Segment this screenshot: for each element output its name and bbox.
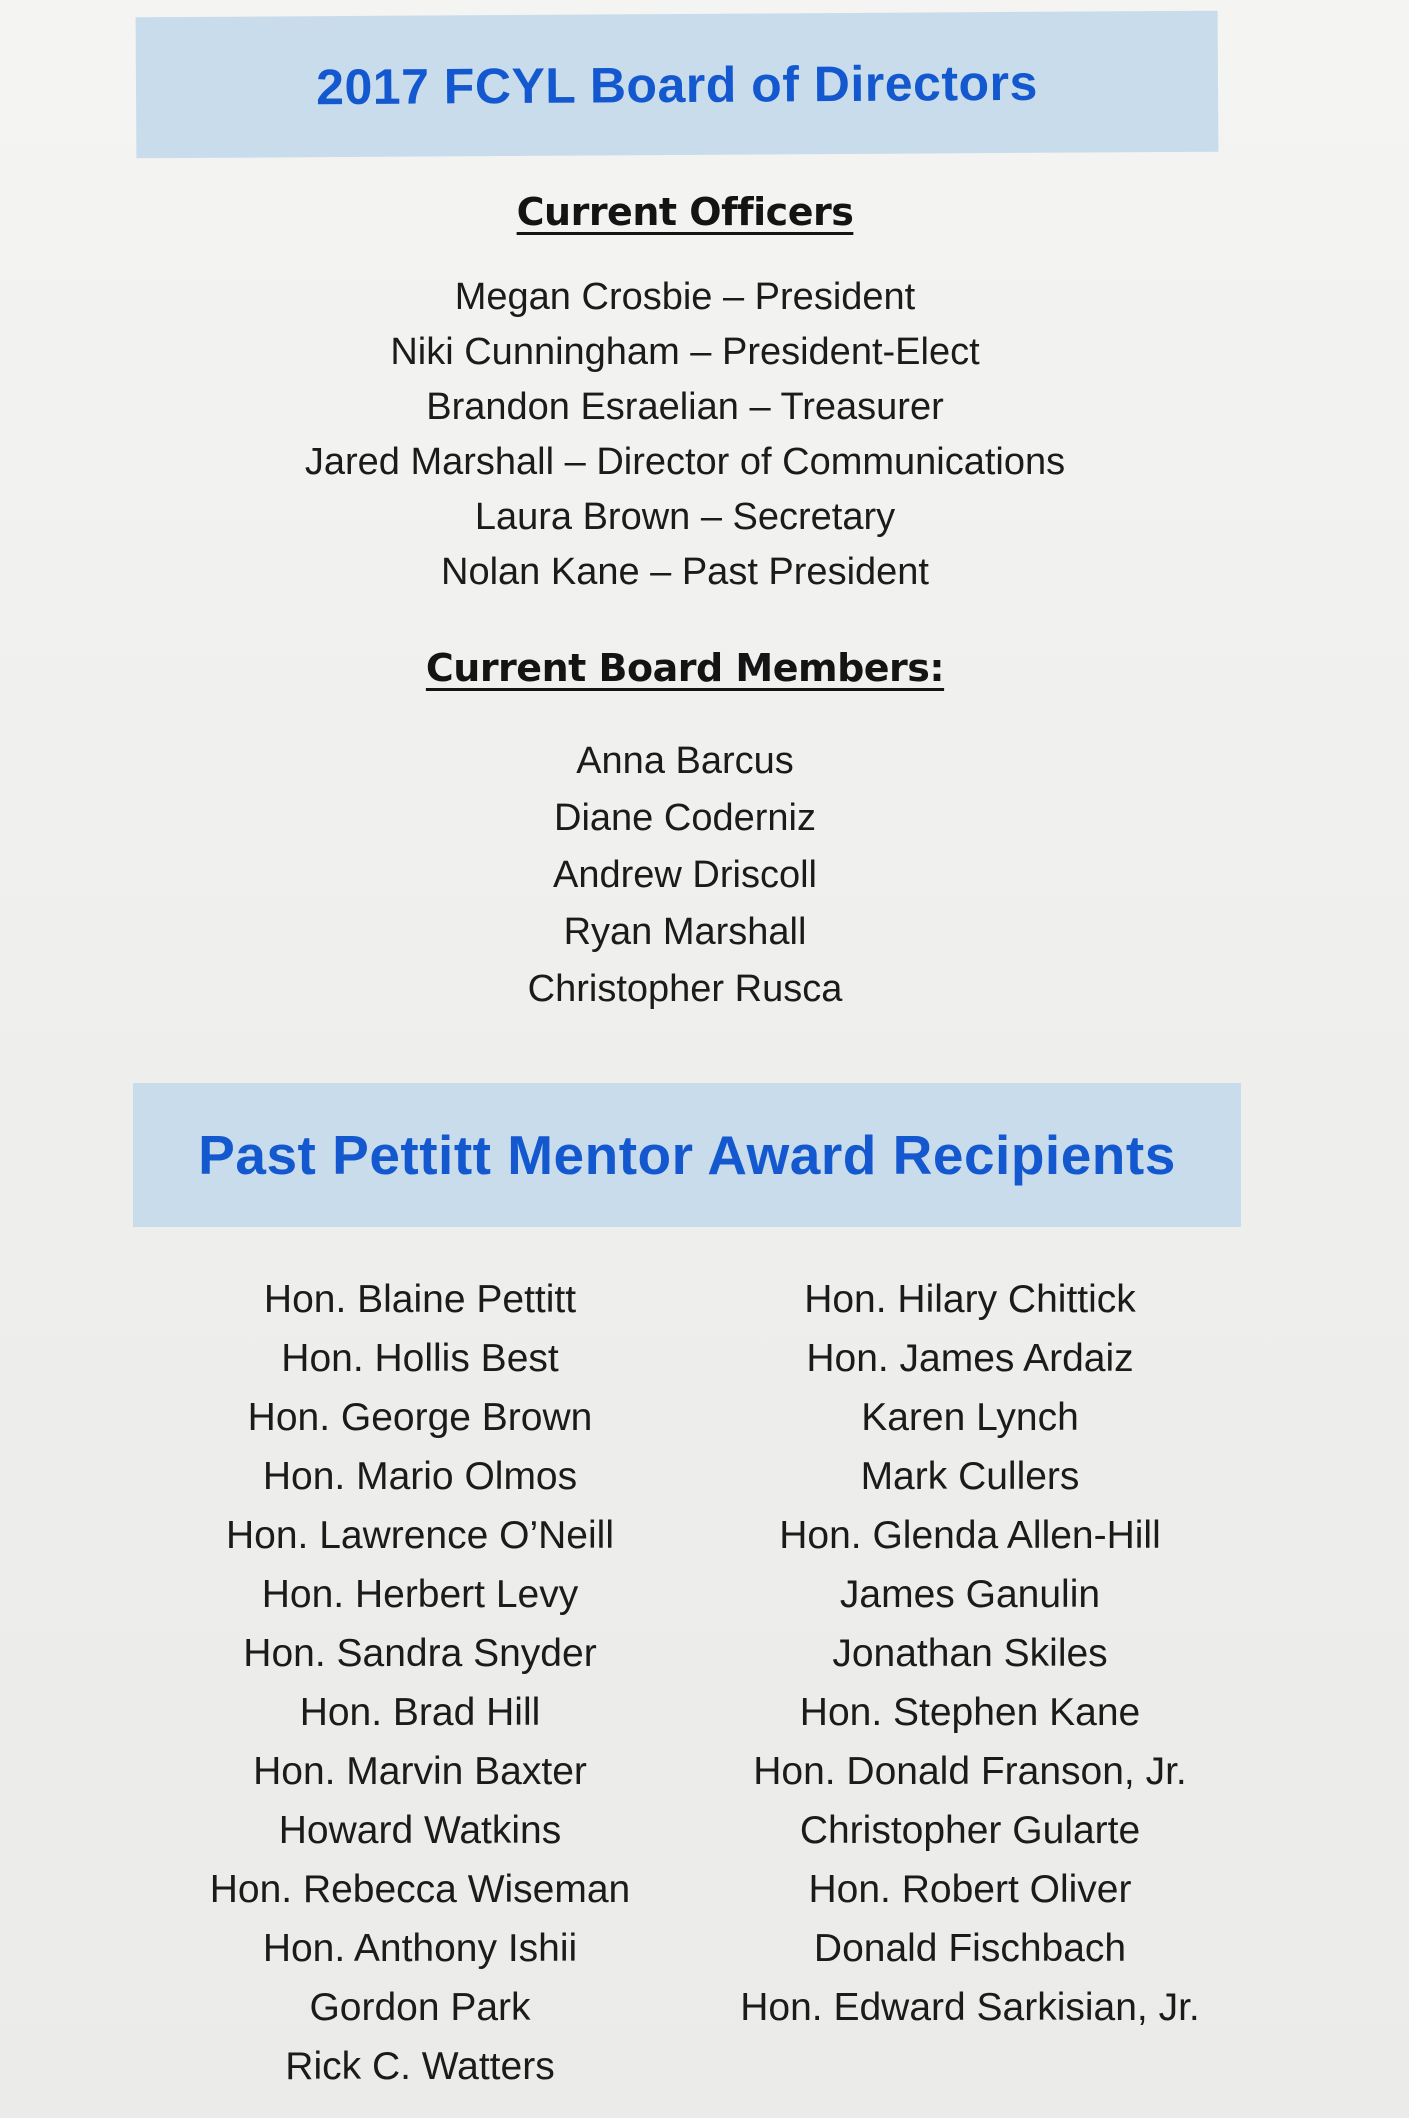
recipient-entry: James Ganulin — [839, 1573, 1101, 1616]
recipient-entry: Christopher Gularte — [799, 1809, 1141, 1852]
recipient-entry: Donald Fischbach — [813, 1927, 1127, 1970]
officers-list — [0, 270, 1370, 600]
recipient-entry: Mark Cullers — [860, 1455, 1080, 1498]
recipients-left-column — [150, 1270, 690, 2096]
officer-entry: Niki Cunningham – President-Elect — [390, 331, 980, 373]
officer-entry: Jared Marshall – Director of Communications — [304, 441, 1066, 483]
recipient-entry: Hon. Brad Hill — [299, 1691, 541, 1734]
recipient-entry: Hon. Donald Franson, Jr. — [753, 1750, 1187, 1793]
board-member-entry: Christopher Rusca — [527, 968, 843, 1010]
recipient-entry: Hon. Robert Oliver — [808, 1868, 1132, 1911]
board-member-entry: Ryan Marshall — [563, 911, 807, 953]
recipient-entry: Hon. Sandra Snyder — [243, 1632, 597, 1675]
officer-entry: Laura Brown – Secretary — [474, 496, 896, 538]
recipient-entry: Hon. Glenda Allen-Hill — [779, 1514, 1161, 1557]
recipient-entry: Hon. Mario Olmos — [262, 1455, 578, 1498]
recipient-entry: Hon. George Brown — [247, 1396, 593, 1439]
board-member-entry: Diane Coderniz — [554, 797, 816, 839]
recipient-entry: Hon. Stephen Kane — [799, 1691, 1141, 1734]
award-title-banner — [133, 1083, 1241, 1227]
recipient-entry: Hon. Marvin Baxter — [253, 1750, 587, 1793]
recipient-entry: Howard Watkins — [278, 1809, 562, 1852]
recipient-entry: Hon. Edward Sarkisian, Jr. — [740, 1986, 1200, 2029]
recipient-entry: Hon. James Ardaiz — [806, 1337, 1134, 1380]
board-title: 2017 FCYL Board of Directors — [316, 54, 1038, 115]
recipient-entry: Gordon Park — [309, 1986, 531, 2029]
recipient-entry: Hon. Blaine Pettitt — [263, 1278, 577, 1321]
board-members-list — [0, 733, 1370, 1018]
recipients-right-column — [700, 1270, 1240, 2037]
officer-entry: Brandon Esraelian – Treasurer — [426, 386, 944, 428]
officer-entry: Megan Crosbie – President — [454, 276, 916, 318]
recipient-entry: Hon. Hilary Chittick — [804, 1278, 1136, 1321]
recipient-entry: Karen Lynch — [861, 1396, 1079, 1439]
recipient-entry: Hon. Herbert Levy — [261, 1573, 579, 1616]
recipient-entry: Hon. Lawrence O’Neill — [225, 1514, 614, 1557]
recipient-entry: Rick C. Watters — [285, 2045, 555, 2088]
board-members-heading: Current Board Members: — [425, 646, 945, 690]
recipient-entry: Hon. Hollis Best — [281, 1337, 559, 1380]
officers-heading: Current Officers — [516, 190, 854, 234]
recipient-entry: Hon. Rebecca Wiseman — [209, 1868, 631, 1911]
officer-entry: Nolan Kane – Past President — [441, 551, 929, 593]
board-member-entry: Anna Barcus — [576, 740, 794, 782]
recipient-entry: Hon. Anthony Ishii — [262, 1927, 578, 1970]
award-title: Past Pettitt Mentor Award Recipients — [198, 1124, 1176, 1186]
board-title-banner — [136, 11, 1219, 159]
board-member-entry: Andrew Driscoll — [553, 854, 817, 896]
recipient-entry: Jonathan Skiles — [832, 1632, 1108, 1675]
